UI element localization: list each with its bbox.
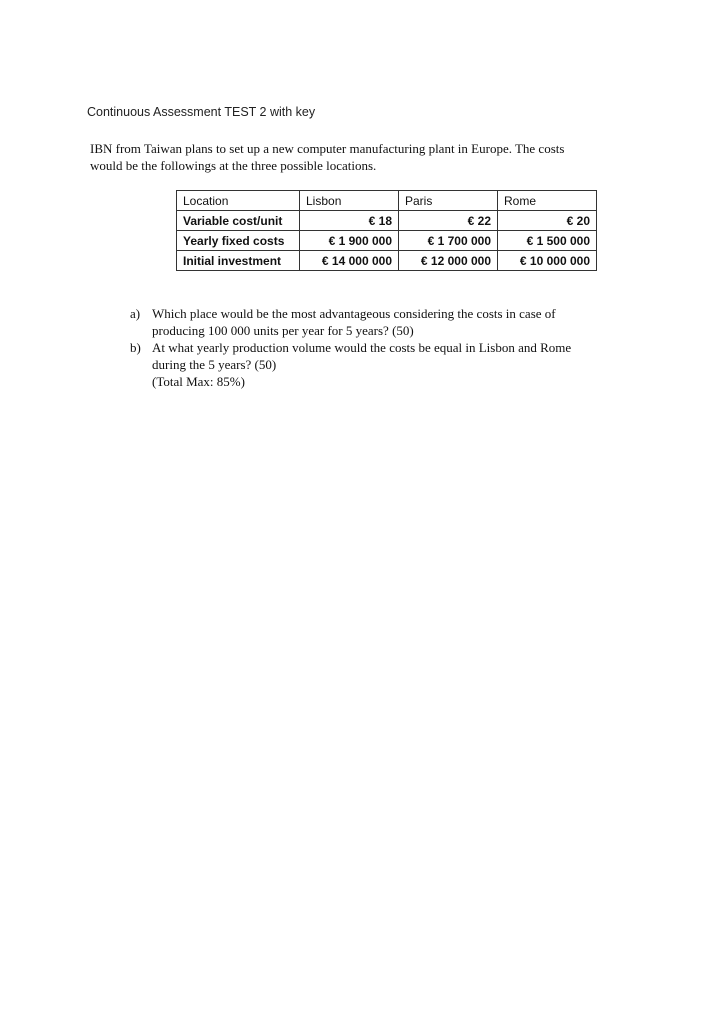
table-cell: € 10 000 000 (498, 251, 597, 271)
column-header-rome: Rome (498, 191, 597, 211)
question-list (130, 305, 630, 390)
table-cell: € 20 (498, 211, 597, 231)
table-row (177, 231, 597, 251)
intro-line: would be the followings at the three possible locations. (90, 158, 377, 173)
row-label-variable-cost: Variable cost/unit (177, 211, 300, 231)
table-cell: € 12 000 000 (399, 251, 498, 271)
column-header-paris: Paris (399, 191, 498, 211)
table-row (177, 211, 597, 231)
column-header-lisbon: Lisbon (300, 191, 399, 211)
table-cell: € 1 700 000 (399, 231, 498, 251)
cost-table (176, 190, 597, 271)
table-cell: € 1 500 000 (498, 231, 597, 251)
total-max-note: (Total Max: 85%) (152, 374, 245, 389)
table-header-row (177, 191, 597, 211)
intro-line: IBN from Taiwan plans to set up a new computer manufacturing plant in Europe. The costs (90, 141, 565, 156)
question-line: Which place would be the most advantageous considering the costs in case of (152, 306, 556, 321)
page-title: Continuous Assessment TEST 2 with key (87, 105, 316, 119)
table-cell: € 22 (399, 211, 498, 231)
intro-paragraph (90, 140, 650, 174)
question-line: producing 100 000 units per year for 5 years? (50) (152, 323, 414, 338)
table-cell: € 1 900 000 (300, 231, 399, 251)
question-marker: b) (130, 340, 141, 355)
table-cell: € 18 (300, 211, 399, 231)
question-line: At what yearly production volume would the costs be equal in Lisbon and Rome (152, 340, 572, 355)
question-marker: a) (130, 306, 141, 321)
row-label-yearly-fixed-costs: Yearly fixed costs (177, 231, 300, 251)
column-header-location: Location (177, 191, 300, 211)
row-label-initial-investment: Initial investment (177, 251, 300, 271)
question-b (130, 339, 630, 390)
table-row (177, 251, 597, 271)
question-a (130, 305, 630, 339)
table-cell: € 14 000 000 (300, 251, 399, 271)
question-line: during the 5 years? (50) (152, 357, 277, 372)
